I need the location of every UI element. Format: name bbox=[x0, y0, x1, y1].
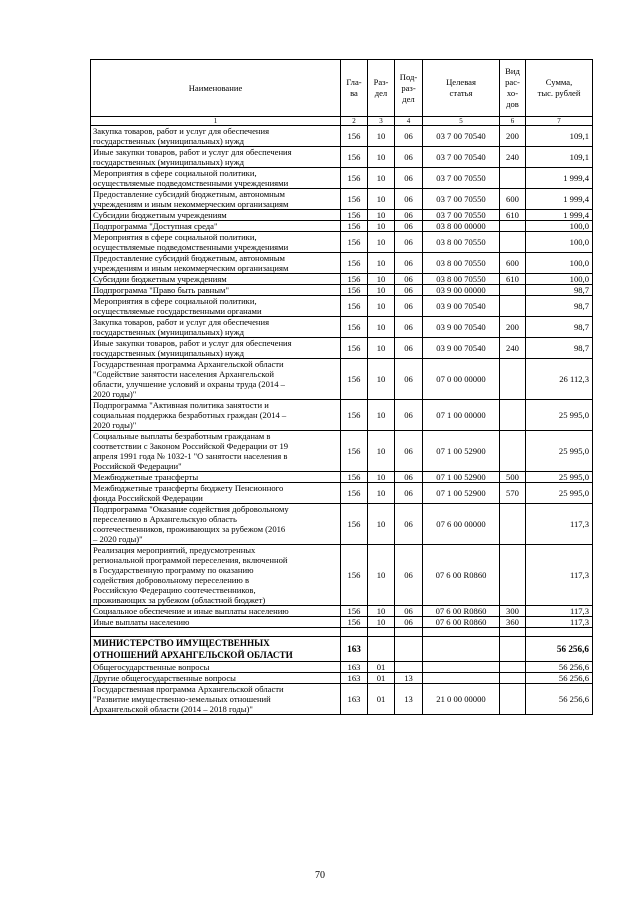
table-body-ministry bbox=[91, 628, 593, 662]
row-chapter: 156 bbox=[341, 359, 368, 400]
row-sum: 117,3 bbox=[526, 545, 593, 606]
row-name: Государственная программа Архангельской области "Развитие имущественно-земельных отношений Архангельской области (2014 – 2018 годы)" bbox=[91, 684, 341, 715]
row-subsection: 06 bbox=[395, 285, 423, 296]
row-sum: 25 995,0 bbox=[526, 431, 593, 472]
row-section: 10 bbox=[368, 168, 395, 189]
row-chapter: 156 bbox=[341, 483, 368, 504]
row-target-article: 07 1 00 52900 bbox=[423, 483, 500, 504]
column-number: 5 bbox=[423, 117, 500, 126]
table-row bbox=[91, 338, 593, 359]
table-row bbox=[91, 545, 593, 606]
row-sum: 100,0 bbox=[526, 274, 593, 285]
row-expense-type bbox=[500, 545, 526, 606]
row-name: Предоставление субсидий бюджетным, автономным учреждениям и иным некоммерческим организациям bbox=[91, 189, 341, 210]
row-sum: 1 999,4 bbox=[526, 168, 593, 189]
row-sum: 98,7 bbox=[526, 317, 593, 338]
row-subsection: 06 bbox=[395, 504, 423, 545]
row-name: Реализация мероприятий, предусмотренных региональной программой переселения, включенной в Государственную программу по оказанию содействия добровольному переселению в Российскую Федерацию соотечественников, проживающих за рубежом (областной бюджет) bbox=[91, 545, 341, 606]
row-subsection: 06 bbox=[395, 221, 423, 232]
table-row bbox=[91, 317, 593, 338]
row-section: 10 bbox=[368, 606, 395, 617]
budget-table bbox=[90, 59, 593, 715]
row-chapter: 156 bbox=[341, 338, 368, 359]
table-header-row bbox=[91, 60, 593, 117]
header-name: Наименование bbox=[91, 60, 341, 117]
header-target-article: Целевая статья bbox=[423, 60, 500, 117]
row-target-article: 03 8 00 70550 bbox=[423, 253, 500, 274]
row-sum: 98,7 bbox=[526, 296, 593, 317]
table-row bbox=[91, 504, 593, 545]
row-section: 10 bbox=[368, 253, 395, 274]
row-sum: 56 256,6 bbox=[526, 684, 593, 715]
row-name: Иные закупки товаров, работ и услуг для обеспечения государственных (муниципальных) нужд bbox=[91, 338, 341, 359]
table-row bbox=[91, 147, 593, 168]
row-sum: 109,1 bbox=[526, 126, 593, 147]
row-subsection: 06 bbox=[395, 210, 423, 221]
row-expense-type: 200 bbox=[500, 317, 526, 338]
row-chapter: 156 bbox=[341, 317, 368, 338]
row-subsection: 06 bbox=[395, 472, 423, 483]
row-target-article: 07 6 00 R0860 bbox=[423, 606, 500, 617]
row-section: 10 bbox=[368, 338, 395, 359]
row-expense-type bbox=[500, 673, 526, 684]
table-row bbox=[91, 483, 593, 504]
row-name: Субсидии бюджетным учреждениям bbox=[91, 274, 341, 285]
row-sum: 56 256,6 bbox=[526, 662, 593, 673]
row-expense-type: 360 bbox=[500, 617, 526, 628]
row-expense-type bbox=[500, 684, 526, 715]
row-target-article bbox=[423, 673, 500, 684]
row-expense-type: 600 bbox=[500, 189, 526, 210]
row-name: Мероприятия в сфере социальной политики, осуществляемые подведомственными учреждениями bbox=[91, 168, 341, 189]
row-chapter: 156 bbox=[341, 545, 368, 606]
row-subsection: 06 bbox=[395, 232, 423, 253]
row-target-article: 03 8 00 70550 bbox=[423, 232, 500, 253]
column-number: 1 bbox=[91, 117, 341, 126]
row-chapter: 156 bbox=[341, 168, 368, 189]
row-section: 10 bbox=[368, 545, 395, 606]
row-name: Мероприятия в сфере социальной политики, осуществляемые подведомственными учреждениями bbox=[91, 232, 341, 253]
row-expense-type bbox=[500, 232, 526, 253]
row-section: 10 bbox=[368, 483, 395, 504]
row-expense-type: 570 bbox=[500, 483, 526, 504]
table-row bbox=[91, 210, 593, 221]
row-sum: 25 995,0 bbox=[526, 483, 593, 504]
row-subsection: 06 bbox=[395, 126, 423, 147]
row-chapter: 163 bbox=[341, 662, 368, 673]
row-section: 10 bbox=[368, 189, 395, 210]
row-target-article: 07 0 00 00000 bbox=[423, 359, 500, 400]
row-target-article: 07 6 00 00000 bbox=[423, 504, 500, 545]
row-expense-type: 300 bbox=[500, 606, 526, 617]
row-subsection: 06 bbox=[395, 400, 423, 431]
row-subsection: 06 bbox=[395, 431, 423, 472]
row-sum: 100,0 bbox=[526, 232, 593, 253]
row-target-article: 03 7 00 70550 bbox=[423, 210, 500, 221]
table-row bbox=[91, 400, 593, 431]
row-chapter: 156 bbox=[341, 472, 368, 483]
table-row bbox=[91, 606, 593, 617]
row-name: Мероприятия в сфере социальной политики, осуществляемые государственными органами bbox=[91, 296, 341, 317]
row-chapter: 156 bbox=[341, 296, 368, 317]
row-expense-type: 200 bbox=[500, 126, 526, 147]
row-sum: 109,1 bbox=[526, 147, 593, 168]
row-section: 10 bbox=[368, 147, 395, 168]
row-chapter: 156 bbox=[341, 504, 368, 545]
table-row bbox=[91, 359, 593, 400]
row-target-article: 07 6 00 R0860 bbox=[423, 617, 500, 628]
row-subsection: 06 bbox=[395, 359, 423, 400]
row-name: Предоставление субсидий бюджетным, автономным учреждениям и иным некоммерческим организациям bbox=[91, 253, 341, 274]
row-chapter: 163 bbox=[341, 684, 368, 715]
row-sum: 100,0 bbox=[526, 253, 593, 274]
row-chapter: 156 bbox=[341, 126, 368, 147]
row-chapter: 156 bbox=[341, 274, 368, 285]
row-section: 10 bbox=[368, 359, 395, 400]
row-expense-type bbox=[500, 359, 526, 400]
row-sum: 98,7 bbox=[526, 338, 593, 359]
page-number: 70 bbox=[315, 870, 325, 881]
row-expense-type: 240 bbox=[500, 338, 526, 359]
row-chapter: 156 bbox=[341, 400, 368, 431]
row-expense-type: 610 bbox=[500, 210, 526, 221]
row-subsection: 06 bbox=[395, 253, 423, 274]
table-row bbox=[91, 189, 593, 210]
row-section: 10 bbox=[368, 232, 395, 253]
row-section: 10 bbox=[368, 317, 395, 338]
row-target-article: 03 9 00 70540 bbox=[423, 338, 500, 359]
row-sum: 26 112,3 bbox=[526, 359, 593, 400]
row-chapter: 156 bbox=[341, 606, 368, 617]
row-sum: 117,3 bbox=[526, 606, 593, 617]
row-expense-type bbox=[500, 221, 526, 232]
row-expense-type bbox=[500, 400, 526, 431]
header-expense-type: Вид рас- хо- дов bbox=[500, 60, 526, 117]
row-subsection: 06 bbox=[395, 617, 423, 628]
row-subsection: 13 bbox=[395, 684, 423, 715]
row-subsection: 06 bbox=[395, 168, 423, 189]
row-section: 10 bbox=[368, 274, 395, 285]
row-name: Социальное обеспечение и иные выплаты населению bbox=[91, 606, 341, 617]
row-target-article: 03 9 00 70540 bbox=[423, 296, 500, 317]
spacer-row bbox=[91, 628, 593, 637]
row-name: Иные выплаты населению bbox=[91, 617, 341, 628]
row-name: Подпрограмма "Активная политика занятости и социальная поддержка безработных граждан (2014 – 2020 годы)" bbox=[91, 400, 341, 431]
row-section: 10 bbox=[368, 504, 395, 545]
header-section: Раз- дел bbox=[368, 60, 395, 117]
row-name: Общегосударственные вопросы bbox=[91, 662, 341, 673]
row-section: 01 bbox=[368, 662, 395, 673]
row-target-article: 03 8 00 70550 bbox=[423, 274, 500, 285]
row-chapter: 156 bbox=[341, 221, 368, 232]
row-name: Государственная программа Архангельской области "Содействие занятости населения Архангельской области, улучшение условий и охраны труда (2014 – 2020 годы)" bbox=[91, 359, 341, 400]
row-target-article: 03 7 00 70540 bbox=[423, 126, 500, 147]
ministry-name: МИНИСТЕРСТВО ИМУЩЕСТВЕННЫХ ОТНОШЕНИЙ АРХАНГЕЛЬСКОЙ ОБЛАСТИ bbox=[91, 637, 341, 662]
header-chapter: Гла- ва bbox=[341, 60, 368, 117]
row-sum: 100,0 bbox=[526, 221, 593, 232]
table-row bbox=[91, 126, 593, 147]
row-target-article: 03 7 00 70550 bbox=[423, 168, 500, 189]
row-target-article: 07 6 00 R0860 bbox=[423, 545, 500, 606]
table-row bbox=[91, 232, 593, 253]
row-expense-type bbox=[500, 168, 526, 189]
row-expense-type bbox=[500, 662, 526, 673]
row-chapter: 156 bbox=[341, 617, 368, 628]
row-chapter: 156 bbox=[341, 147, 368, 168]
row-sum: 117,3 bbox=[526, 617, 593, 628]
row-chapter: 156 bbox=[341, 253, 368, 274]
row-chapter: 156 bbox=[341, 285, 368, 296]
column-number: 6 bbox=[500, 117, 526, 126]
row-subsection: 06 bbox=[395, 338, 423, 359]
table-row bbox=[91, 662, 593, 673]
row-expense-type bbox=[500, 504, 526, 545]
row-subsection bbox=[395, 662, 423, 673]
table-body-section-1 bbox=[91, 126, 593, 628]
row-section: 10 bbox=[368, 126, 395, 147]
row-target-article: 21 0 00 00000 bbox=[423, 684, 500, 715]
row-target-article: 07 1 00 52900 bbox=[423, 431, 500, 472]
table-row bbox=[91, 472, 593, 483]
row-expense-type: 610 bbox=[500, 274, 526, 285]
table-body-section-2 bbox=[91, 662, 593, 715]
row-name: Межбюджетные трансферты bbox=[91, 472, 341, 483]
row-chapter: 156 bbox=[341, 210, 368, 221]
column-number: 7 bbox=[526, 117, 593, 126]
row-target-article: 03 9 00 70540 bbox=[423, 317, 500, 338]
row-name: Подпрограмма "Доступная среда" bbox=[91, 221, 341, 232]
row-subsection: 06 bbox=[395, 317, 423, 338]
row-section: 10 bbox=[368, 221, 395, 232]
row-section: 10 bbox=[368, 210, 395, 221]
row-subsection: 06 bbox=[395, 296, 423, 317]
table-row bbox=[91, 221, 593, 232]
row-name: Подпрограмма "Оказание содействия добровольному переселению в Архангельскую область соотечественников, проживающих за рубежом (2016 – 2020 годы)" bbox=[91, 504, 341, 545]
row-subsection: 06 bbox=[395, 274, 423, 285]
row-name: Подпрограмма "Право быть равным" bbox=[91, 285, 341, 296]
row-expense-type bbox=[500, 285, 526, 296]
table-row bbox=[91, 253, 593, 274]
row-name: Иные закупки товаров, работ и услуг для обеспечения государственных (муниципальных) нужд bbox=[91, 147, 341, 168]
row-chapter: 156 bbox=[341, 431, 368, 472]
row-name: Другие общегосударственные вопросы bbox=[91, 673, 341, 684]
table-row bbox=[91, 274, 593, 285]
column-number: 4 bbox=[395, 117, 423, 126]
row-subsection: 06 bbox=[395, 483, 423, 504]
row-subsection: 06 bbox=[395, 189, 423, 210]
column-number: 2 bbox=[341, 117, 368, 126]
row-name: Субсидии бюджетным учреждениям bbox=[91, 210, 341, 221]
row-chapter: 156 bbox=[341, 232, 368, 253]
row-section: 10 bbox=[368, 472, 395, 483]
row-sum: 25 995,0 bbox=[526, 400, 593, 431]
row-target-article: 03 7 00 70540 bbox=[423, 147, 500, 168]
row-chapter: 163 bbox=[341, 673, 368, 684]
row-target-article: 03 7 00 70550 bbox=[423, 189, 500, 210]
row-sum: 25 995,0 bbox=[526, 472, 593, 483]
table-row bbox=[91, 617, 593, 628]
header-sum: Сумма, тыс. рублей bbox=[526, 60, 593, 117]
row-target-article: 03 9 00 00000 bbox=[423, 285, 500, 296]
row-chapter: 156 bbox=[341, 189, 368, 210]
row-section: 10 bbox=[368, 431, 395, 472]
table-row bbox=[91, 684, 593, 715]
row-expense-type: 500 bbox=[500, 472, 526, 483]
row-subsection: 06 bbox=[395, 545, 423, 606]
table-row bbox=[91, 296, 593, 317]
column-number-row bbox=[91, 117, 593, 126]
row-section: 10 bbox=[368, 285, 395, 296]
row-name: Закупка товаров, работ и услуг для обеспечения государственных (муниципальных) нужд bbox=[91, 317, 341, 338]
row-section: 01 bbox=[368, 673, 395, 684]
row-name: Социальные выплаты безработным гражданам в соответствии с Законом Российской Федерации от 19 апреля 1991 года № 1032-1 "О занятости населения в Российской Федерации" bbox=[91, 431, 341, 472]
row-section: 10 bbox=[368, 296, 395, 317]
row-target-article: 07 1 00 52900 bbox=[423, 472, 500, 483]
row-subsection: 06 bbox=[395, 147, 423, 168]
row-sum: 117,3 bbox=[526, 504, 593, 545]
row-section: 01 bbox=[368, 684, 395, 715]
row-target-article bbox=[423, 662, 500, 673]
ministry-sum: 56 256,6 bbox=[526, 637, 593, 662]
row-name: Межбюджетные трансферты бюджету Пенсионного фонда Российской Федерации bbox=[91, 483, 341, 504]
row-sum: 56 256,6 bbox=[526, 673, 593, 684]
column-number: 3 bbox=[368, 117, 395, 126]
row-sum: 98,7 bbox=[526, 285, 593, 296]
row-sum: 1 999,4 bbox=[526, 189, 593, 210]
header-subsection: Под- раз- дел bbox=[395, 60, 423, 117]
row-expense-type: 240 bbox=[500, 147, 526, 168]
row-expense-type bbox=[500, 431, 526, 472]
row-section: 10 bbox=[368, 400, 395, 431]
table-row bbox=[91, 285, 593, 296]
row-target-article: 03 8 00 00000 bbox=[423, 221, 500, 232]
table-row bbox=[91, 673, 593, 684]
row-target-article: 07 1 00 00000 bbox=[423, 400, 500, 431]
row-subsection: 13 bbox=[395, 673, 423, 684]
row-name: Закупка товаров, работ и услуг для обеспечения государственных (муниципальных) нужд bbox=[91, 126, 341, 147]
ministry-chapter: 163 bbox=[341, 637, 368, 662]
row-subsection: 06 bbox=[395, 606, 423, 617]
table-row bbox=[91, 168, 593, 189]
row-expense-type bbox=[500, 296, 526, 317]
row-sum: 1 999,4 bbox=[526, 210, 593, 221]
ministry-row bbox=[91, 637, 593, 662]
row-expense-type: 600 bbox=[500, 253, 526, 274]
row-section: 10 bbox=[368, 617, 395, 628]
table-row bbox=[91, 431, 593, 472]
